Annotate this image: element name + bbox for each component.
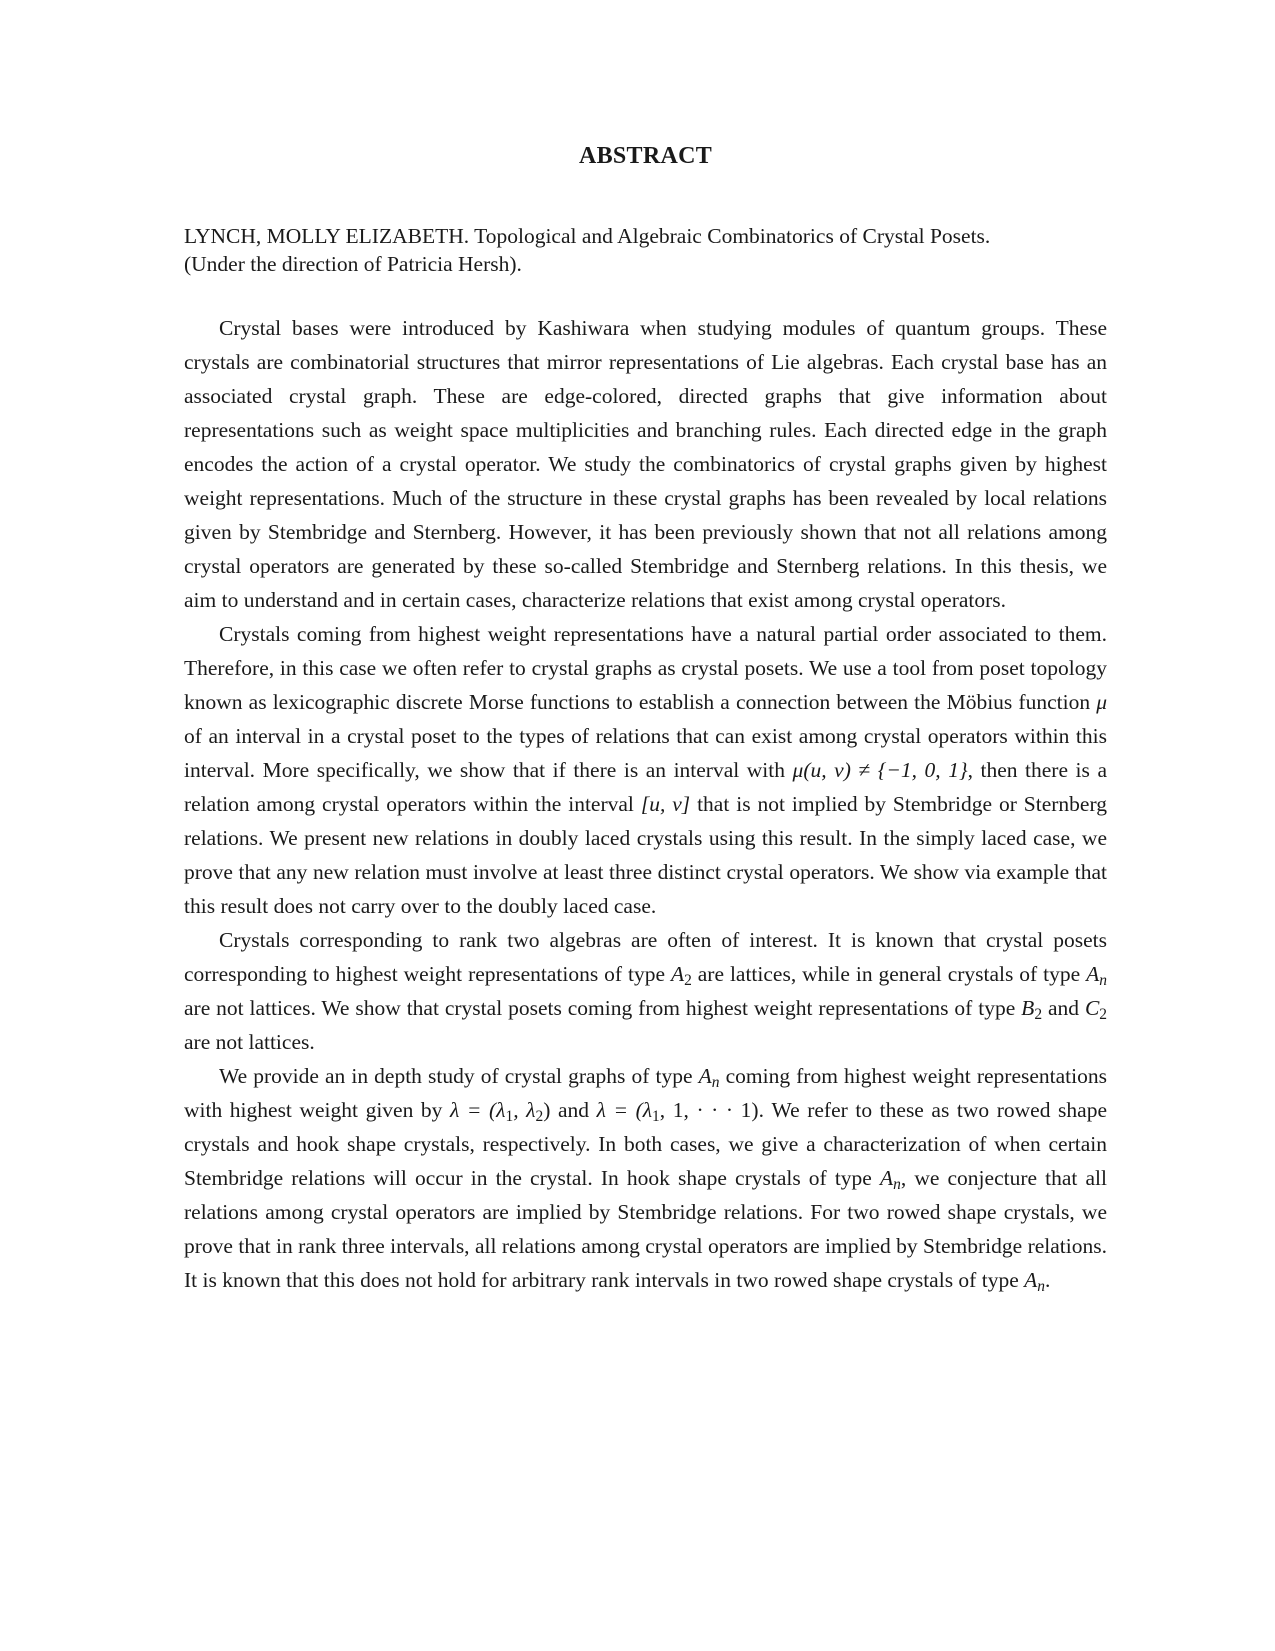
type-a-subscript: n [711, 1073, 720, 1091]
p4-text-a: We provide an in depth study of crystal graphs of type [219, 1064, 699, 1088]
type-c-symbol: C [1084, 996, 1100, 1020]
type-a-subscript: n [893, 1175, 901, 1193]
type-a-subscript: n [1037, 1277, 1045, 1295]
lambda-subscript: 1 [505, 1107, 514, 1125]
type-a-symbol: A [1024, 1268, 1038, 1292]
abstract-body [184, 311, 1107, 1297]
lambda-two-rowed: λ = (λ [450, 1098, 506, 1122]
type-a-symbol: A [670, 962, 685, 986]
citation [184, 222, 1107, 278]
p4-text-c: and [550, 1098, 597, 1122]
lambda-two-rowed-cont: , λ [513, 1098, 536, 1122]
p3-text-e: are not lattices. [184, 1030, 315, 1054]
paragraph-1: Crystal bases were introduced by Kashiwara when studying modules of quantum groups. These crystals are combinatorial structures that mirror representations of Lie algebras. Each crystal base has an associated crystal graph. These are edge-colored, directed graphs that give information about representations such as weight space multiplicities and branching rules. Each directed edge in the graph encodes the action of a crystal operator. We study the combinatorics of crystal graphs given by highest weight representations. Much of the structure in these crystal graphs has been revealed by local relations given by Stembridge and Sternberg. However, it has been previously shown that not all relations among crystal operators are generated by these so-called Stembridge and Sternberg relations. In this thesis, we aim to understand and in certain cases, characterize relations that exist among crystal operators. [184, 316, 1107, 612]
type-a-subscript: 2 [684, 971, 692, 989]
mobius-expression: μ(u, v) ≠ {−1, 0, 1} [792, 758, 968, 782]
p2-text-c: , then there is a relation among crystal operators within the interval [184, 758, 1107, 816]
p3-text-a: Crystals corresponding to rank two algebras are often of interest. It is known that crystal posets corresponding to highest weight representations of type [184, 928, 1107, 986]
p3-text-d: and [1042, 996, 1085, 1020]
citation-line-2: (Under the direction of Patricia Hersh). [184, 252, 522, 276]
citation-line-1: LYNCH, MOLLY ELIZABETH. Topological and Algebraic Combinatorics of Crystal Posets. [184, 224, 991, 248]
lambda-subscript: 1 [652, 1107, 660, 1125]
p3-text-c: are not lattices. We show that crystal posets coming from highest weight representations of type [184, 996, 1022, 1020]
type-b-symbol: B [1021, 996, 1035, 1020]
paragraph-3 [184, 923, 1107, 1059]
p4-text-e: , we conjecture that all relations among crystal operators are implied by Stembridge relations. For two rowed shape crystals, we prove that in rank three intervals, all relations among crystal operators are implied by Stembridge relations. It is known that this does not hold for arbitrary rank intervals in two rowed shape crystals of type [184, 1166, 1108, 1292]
mobius-symbol: μ [1096, 690, 1107, 714]
p2-text-d: that is not implied by Stembridge or Sternberg relations. We present new relations in doubly laced crystals using this result. In the simply laced case, we prove that any new relation must involve at least three distinct crystal operators. We show via example that this result does not carry over to the doubly laced case. [184, 792, 1107, 918]
type-a-symbol: A [1086, 962, 1100, 986]
paragraph-4 [184, 1059, 1107, 1297]
interval-expression: [u, v] [640, 792, 691, 816]
p2-text-a: Crystals coming from highest weight representations have a natural partial order associated to them. Therefore, in this case we often refer to crystal graphs as crystal posets. We use a tool from poset topology known as lexicographic discrete Morse functions to establish a connection between the Möbius function [184, 622, 1107, 714]
lambda-hook: λ = (λ [596, 1098, 653, 1122]
paragraph-2 [184, 617, 1107, 923]
type-b-subscript: 2 [1034, 1005, 1043, 1023]
page-title: ABSTRACT [578, 143, 713, 169]
lambda-two-rowed-close: ) [543, 1098, 551, 1122]
p4-text-b: coming from highest weight representations with highest weight given by [184, 1064, 1107, 1122]
lambda-hook-cont: , 1, · · · 1) [659, 1098, 759, 1122]
type-a-symbol: A [879, 1166, 894, 1190]
p2-text-b: of an interval in a crystal poset to the types of relations that can exist among crystal operators within this interval. More specifically, we show that if there is an interval with [184, 724, 1107, 782]
type-a-symbol: A [698, 1064, 712, 1088]
p4-text-f: . [1044, 1268, 1051, 1292]
lambda-subscript: 2 [535, 1107, 544, 1125]
type-a-subscript: n [1099, 971, 1107, 989]
type-c-subscript: 2 [1099, 1005, 1108, 1023]
p4-text-d: . We refer to these as two rowed shape crystals and hook shape crystals, respectively. In both cases, we give a characterization of when certain Stembridge relations will occur in the crystal. In hook shape crystals of type [184, 1098, 1108, 1190]
p3-text-b: are lattices, while in general crystals of type [691, 962, 1087, 986]
